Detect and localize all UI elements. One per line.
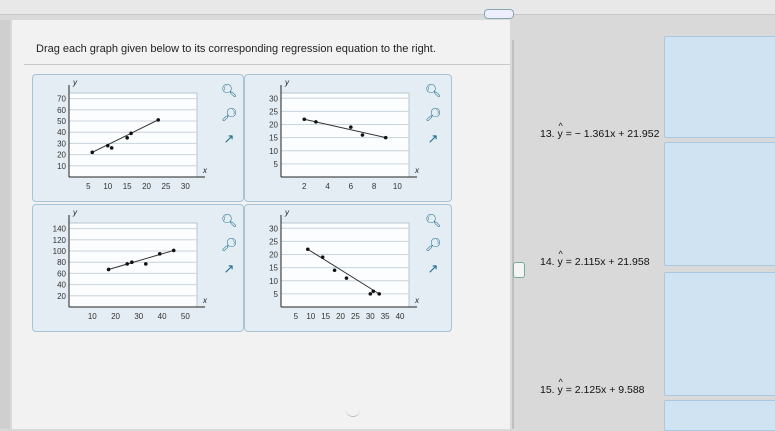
x-tick-label: 10 <box>103 182 113 191</box>
pop-out-icon[interactable]: ↗ <box>427 261 439 276</box>
y-tick-label: 60 <box>57 105 66 115</box>
equation-15-lhs: ^ y <box>558 384 563 396</box>
equation-15-number: 15. <box>540 384 555 396</box>
zoom-in-icon[interactable]: 🔍︎ <box>221 83 238 98</box>
x-axis-label: x <box>203 166 207 175</box>
data-point <box>321 255 325 259</box>
x-tick-label: 20 <box>336 312 345 321</box>
graph-card-a[interactable] <box>32 74 244 202</box>
y-tick-label: 40 <box>57 280 66 290</box>
graph-a-plot <box>33 75 213 199</box>
y-tick-label: 20 <box>57 150 66 160</box>
data-point <box>106 144 110 148</box>
zoom-out-icon[interactable]: 🔎︎ <box>221 237 238 252</box>
y-tick-label: 25 <box>269 107 278 117</box>
zoom-out-icon[interactable]: 🔎︎ <box>221 107 238 122</box>
x-tick-label: 25 <box>161 182 171 191</box>
graph-a-tools <box>221 83 241 155</box>
equation-14-lhs: ^ y <box>558 256 563 268</box>
y-tick-label: 120 <box>52 235 66 245</box>
y-axis-label: y <box>285 208 289 217</box>
equation-13 <box>540 128 659 140</box>
y-tick-label: 25 <box>269 237 278 247</box>
graph-c-tools <box>221 213 241 285</box>
y-tick-label: 20 <box>269 250 278 260</box>
y-tick-label: 140 <box>52 224 66 234</box>
panel-separator <box>512 40 514 429</box>
x-tick-label: 8 <box>371 182 377 191</box>
data-point <box>110 146 114 150</box>
equation-14-number: 14. <box>540 256 555 268</box>
y-tick-label: 70 <box>57 94 66 104</box>
drop-zone-14[interactable] <box>664 142 775 266</box>
drop-zone-16[interactable] <box>664 400 775 431</box>
x-tick-label: 40 <box>395 312 405 321</box>
data-point <box>377 292 381 296</box>
y-tick-label: 10 <box>269 146 278 156</box>
data-point <box>125 136 129 140</box>
data-point <box>125 262 129 266</box>
graph-b-plot <box>245 75 421 199</box>
y-tick-label: 10 <box>269 276 278 286</box>
data-point <box>130 260 134 264</box>
pop-out-icon[interactable]: ↗ <box>427 131 439 146</box>
equation-13-rhs: = − 1.361x + 21.952 <box>565 128 660 140</box>
graph-card-c[interactable] <box>32 204 244 332</box>
y-tick-label: 15 <box>269 263 278 273</box>
zoom-in-icon[interactable]: 🔍︎ <box>425 213 442 228</box>
x-tick-label: 2 <box>302 182 307 191</box>
x-tick-label: 30 <box>365 312 375 321</box>
x-tick-label: 6 <box>348 182 354 191</box>
data-point <box>371 289 375 293</box>
y-tick-label: 20 <box>57 291 66 301</box>
equation-15-rhs: = 2.125x + 9.588 <box>565 384 645 396</box>
y-axis-label: y <box>285 78 289 87</box>
data-point <box>172 249 176 253</box>
y-tick-label: 80 <box>57 258 66 268</box>
data-point <box>345 276 349 280</box>
divider <box>24 64 510 65</box>
data-point <box>314 120 318 124</box>
x-tick-label: 15 <box>122 182 132 191</box>
data-point <box>90 151 94 155</box>
left-edge <box>0 20 10 429</box>
top-drag-handle[interactable] <box>484 9 514 19</box>
data-point <box>144 262 148 266</box>
equation-15 <box>540 384 645 396</box>
y-tick-label: 30 <box>269 224 278 234</box>
y-tick-label: 20 <box>269 120 278 130</box>
data-point <box>369 292 373 296</box>
data-point <box>333 268 337 272</box>
x-tick-label: 50 <box>180 312 190 321</box>
x-tick-label: 30 <box>134 312 144 321</box>
x-axis-label: x <box>415 166 419 175</box>
x-tick-label: 20 <box>111 312 120 321</box>
graph-c-plot <box>33 205 213 329</box>
y-tick-label: 10 <box>57 161 66 171</box>
drop-zone-13[interactable] <box>664 36 775 138</box>
drop-zone-15[interactable] <box>664 272 775 396</box>
y-tick-label: 30 <box>269 94 278 104</box>
y-tick-label: 50 <box>57 117 66 126</box>
x-tick-label: 5 <box>86 182 91 191</box>
y-tick-label: 60 <box>57 269 66 279</box>
data-point <box>384 136 388 140</box>
equation-13-lhs: ^ y <box>558 128 563 140</box>
graph-b-tools <box>425 83 445 155</box>
x-tick-label: 10 <box>87 312 97 321</box>
y-axis-label: y <box>73 78 77 87</box>
data-point <box>156 118 160 122</box>
y-tick-label: 5 <box>273 289 278 299</box>
data-point <box>107 268 111 272</box>
x-tick-label: 40 <box>157 312 167 321</box>
data-point <box>158 252 162 256</box>
instruction-text: Drag each graph given below to its corresponding regression equation to the right. <box>36 43 436 55</box>
x-tick-label: 35 <box>380 312 390 321</box>
graph-card-d[interactable] <box>244 204 452 332</box>
panel-resize-handle[interactable] <box>513 262 525 278</box>
graph-d-tools <box>425 213 445 285</box>
x-tick-label: 10 <box>392 182 402 191</box>
data-point <box>361 133 365 137</box>
plot-area <box>69 223 197 307</box>
data-point <box>349 125 353 129</box>
equation-14 <box>540 256 650 268</box>
equation-14-rhs: = 2.115x + 21.958 <box>565 256 650 268</box>
x-tick-label: 4 <box>325 182 330 191</box>
plot-area <box>69 93 197 177</box>
y-tick-label: 40 <box>57 128 66 138</box>
pop-out-icon[interactable]: ↗ <box>223 261 235 276</box>
graph-card-b[interactable] <box>244 74 452 202</box>
x-axis-label: x <box>203 296 207 305</box>
plot-area <box>281 93 409 177</box>
pop-out-icon[interactable]: ↗ <box>223 131 235 146</box>
x-tick-label: 15 <box>321 312 331 321</box>
x-tick-label: 5 <box>293 312 299 321</box>
data-point <box>129 132 133 136</box>
top-bar <box>0 0 775 15</box>
data-point <box>302 117 306 121</box>
x-tick-label: 25 <box>350 312 360 321</box>
x-tick-label: 10 <box>306 312 316 321</box>
zoom-out-icon[interactable]: 🔎︎ <box>425 237 442 252</box>
x-tick-label: 30 <box>180 182 190 191</box>
x-tick-label: 20 <box>142 182 152 191</box>
y-tick-label: 100 <box>52 247 66 256</box>
y-tick-label: 30 <box>57 139 66 149</box>
zoom-out-icon[interactable]: 🔎︎ <box>425 107 442 122</box>
equation-13-number: 13. <box>540 128 555 140</box>
y-tick-label: 15 <box>269 133 278 143</box>
graph-d-plot <box>245 205 421 329</box>
plot-area <box>281 223 409 307</box>
y-axis-label: y <box>73 208 77 217</box>
zoom-in-icon[interactable]: 🔍︎ <box>425 83 442 98</box>
x-axis-label: x <box>415 296 419 305</box>
data-point <box>306 247 310 251</box>
zoom-in-icon[interactable]: 🔍︎ <box>221 213 238 228</box>
y-tick-label: 5 <box>273 159 278 169</box>
